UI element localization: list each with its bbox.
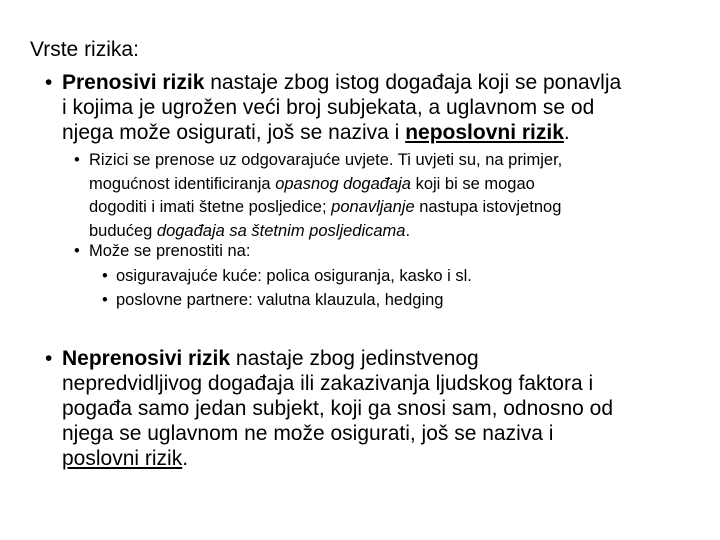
- conditions-line-3-text: dogoditi i imati štetne posljedice;: [89, 198, 332, 216]
- bullet-icon: •: [45, 71, 53, 94]
- non-transferable-line-1-text: nastaje zbog jedinstvenog: [230, 347, 479, 370]
- conditions-line-1: Rizici se prenose uz odgovarajuće uvjete. Ti uvjeti su, na primjer,: [89, 151, 563, 169]
- transferable-line-3-end: .: [563, 121, 570, 144]
- conditions-line-2-text: mogućnost identificiranja: [89, 174, 276, 193]
- transferable-risk-term: Prenosivi rizik: [62, 71, 205, 94]
- non-transferable-line-5: [62, 446, 712, 471]
- bullet-icon: •: [45, 347, 53, 370]
- non-transferable-line-1: [62, 346, 712, 371]
- transferable-line-3: [62, 120, 712, 145]
- transferable-line-3-text: njega može osigurati, još se naziva i: [62, 121, 406, 144]
- conditions-line-2-post: koji bi se mogao: [410, 174, 535, 193]
- bullet-icon: •: [102, 267, 108, 285]
- transfer-to-sub-bullet: [74, 240, 689, 264]
- non-transferable-risk-bullet: [45, 346, 712, 471]
- non-business-risk-term: neposlovni rizik: [405, 121, 564, 144]
- bullet-icon: •: [74, 242, 80, 260]
- slide-title: Vrste rizika:: [30, 38, 139, 61]
- non-transferable-line-3: pogađa samo jedan subjekt, koji ga snosi sam, odnosno od: [62, 397, 614, 420]
- transferable-line-1: [62, 70, 712, 95]
- transferable-line-1-text: nastaje zbog istog događaja koji se ponavlja: [204, 71, 622, 94]
- conditions-sub-bullet: [74, 149, 689, 243]
- repetition-term: ponavljanje: [331, 198, 415, 216]
- conditions-line-2: [89, 173, 689, 197]
- non-transferable-line-2: nepredvidljivog događaja ili zakazivanja ljudskog faktora i: [62, 372, 594, 395]
- insurance-item-text: osiguravajuće kuće: polica osiguranja, kasko i sl.: [116, 267, 472, 285]
- partners-item-text: poslovne partnere: valutna klauzula, hedging: [116, 291, 444, 309]
- transferable-line-2: i kojima je ugrožen veći broj subjekata, a uglavnom se od: [62, 96, 595, 119]
- list-item: [102, 265, 696, 289]
- transfer-to-text: Može se prenostiti na:: [89, 242, 251, 260]
- non-transferable-risk-term: Neprenosivi rizik: [62, 347, 231, 370]
- bullet-icon: •: [74, 151, 80, 169]
- list-item: [102, 289, 696, 313]
- conditions-line-3: [89, 196, 689, 220]
- harmful-event-term: događaja sa štetnim posljedicama: [156, 221, 406, 240]
- business-risk-term: poslovni rizik: [62, 447, 183, 470]
- non-transferable-line-5-end: .: [182, 447, 189, 470]
- bullet-icon: •: [102, 291, 108, 309]
- non-transferable-line-4: njega se uglavnom ne može osigurati, još se naziva i: [62, 422, 554, 445]
- dangerous-event-term: opasnog događaja: [275, 174, 411, 193]
- conditions-line-4-text: budućeg: [89, 221, 157, 240]
- transferable-risk-bullet: [45, 70, 712, 145]
- conditions-line-3-post: nastupa istovjetnog: [414, 198, 562, 216]
- conditions-line-4-end: .: [405, 221, 411, 240]
